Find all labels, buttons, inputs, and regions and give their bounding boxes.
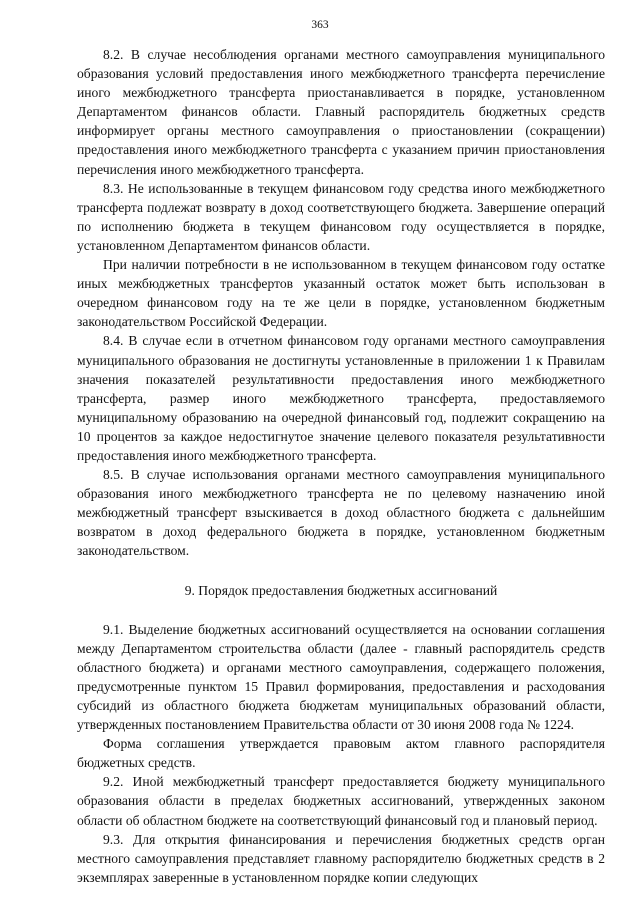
page-number: 363 xyxy=(311,19,329,31)
section-9-heading: 9. Порядок предоставления бюджетных ассигнований xyxy=(184,582,498,598)
paragraph-9-3: 9.3. Для открытия финансирования и перечисления бюджетных средств орган местного самоуправления представляет главному распорядителю бюджетных средств в 2 экземплярах заверенные в установленном порядке копии следующих xyxy=(77,831,605,885)
paragraph-8-3-continued: При наличии потребности в не использованном в текущем финансовом году остатке иных межбюджетных трансфертов указанный остаток может быть использован в очередном финансовом году на те же цели в порядке, установленном бюджетным законодательством Российской Федерации. xyxy=(77,257,605,330)
paragraph-8-2: 8.2. В случае несоблюдения органами местного самоуправления муниципального образования условий предоставления иного межбюджетного трансферта перечисление иного межбюджетного трансферта приостанавливается в порядке, установленном Департаментом финансов области. Главный распорядитель бюджетных средств информирует органы местного самоуправления о приостановлении (сокращении) предоставления иного межбюджетного трансферта с указанием причин приостановления перечисления иного межбюджетного трансферта. xyxy=(77,47,605,177)
document-body xyxy=(77,45,605,887)
paragraph-8-5: 8.5. В случае использования органами местного самоуправления муниципального образования иного межбюджетного трансферта не по целевому назначению иной межбюджетный трансферт взыскивается в доход областного бюджета с дальнейшим возвратом в доход федерального бюджета в порядке, установленном бюджетным законодательством. xyxy=(77,467,605,559)
paragraph-8-3: 8.3. Не использованные в текущем финансовом году средства иного межбюджетного трансферта подлежат возврату в доход соответствующего бюджета. Завершение операций по исполнению бюджета в текущем финансовом году осуществляется в порядке, установленном Департаментом финансов области. xyxy=(77,180,605,253)
paragraph-9-1: 9.1. Выделение бюджетных ассигнований осуществляется на основании соглашения между Департаментом строительства области (далее - главный распорядитель средств областного бюджета) и органами местного самоуправления, содержащего положения, предусмотренные пунктом 15 Правил формирования, предоставления и расходования субсидий из областного бюджета бюджетам муниципальных образований области, утвержденных постановлением Правительства области от 30 июня 2008 года № 1224. xyxy=(77,621,605,733)
paragraph-9-2: 9.2. Иной межбюджетный трансферт предоставляется бюджету муниципального образования области в пределах бюджетных ассигнований, утвержденных законом области об областном бюджете на соответствующий финансовый год и плановый период. xyxy=(77,774,605,828)
paragraph-8-4: 8.4. В случае если в отчетном финансовом году органами местного самоуправления муниципального образования не достигнуты установленные в приложении 1 к Правилам значения показателей результативности предоставления иного межбюджетного трансферта, размер иного межбюджетного трансферта, предоставляемого муниципальному образованию на очередной финансовый год, подлежит сокращению на 10 процентов за каждое недостигнутое значение целевого показателя результативности предоставления иного межбюджетного трансферта. xyxy=(77,333,605,463)
paragraph-9-1-form: Форма соглашения утверждается правовым актом главного распорядителя бюджетных средств. xyxy=(77,736,605,771)
